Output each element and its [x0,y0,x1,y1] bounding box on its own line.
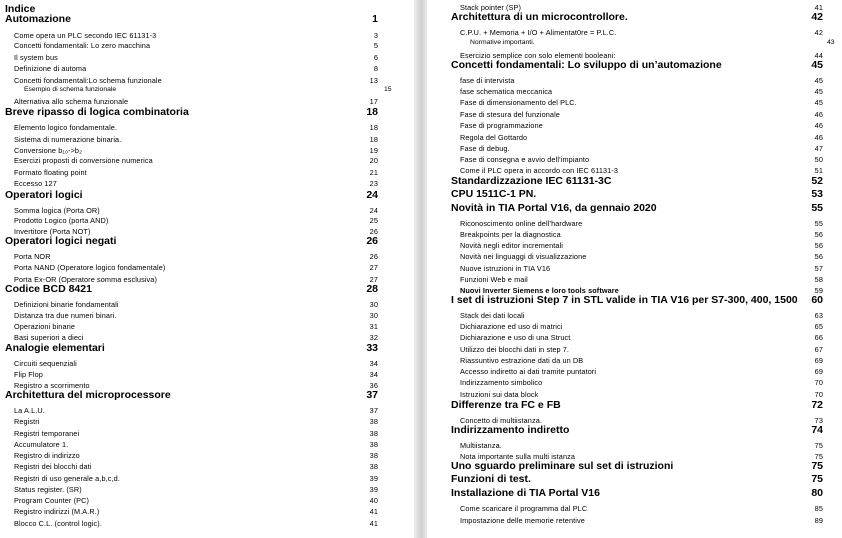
toc-heading[interactable] [0,186,414,200]
toc-page-number: 20 [369,155,378,165]
toc-page-number: 72 [811,398,823,411]
toc-entry-title: Multiistanza. [460,440,502,450]
toc-entry-title: I set di istruzioni Step 7 in STL valide in TIA V16 per S7-300, 400, 1500 [451,293,798,306]
toc-page-number: 46 [814,109,823,119]
toc-page-number: 56 [814,240,823,250]
toc-entry-title: Impostazione delle memorie retentive [460,515,585,525]
toc-page-number: 55 [814,218,823,228]
toc-page-number: 37 [369,405,378,415]
toc-entry-title: Fase di debug. [460,143,510,153]
toc-heading[interactable] [0,386,414,400]
toc-entry-title: Registri di uso generale a,b,c,d. [14,473,120,483]
toc-entry-title: Operatori logici negati [5,234,117,247]
toc-heading[interactable] [0,103,414,117]
toc-page-number: 34 [369,358,378,368]
toc-page-number: 56 [814,229,823,239]
toc-page-number: 18 [369,122,378,132]
toc-page-number: 28 [366,282,378,295]
toc-heading[interactable] [427,8,842,22]
toc-page-number: 3 [373,30,378,40]
toc-entry-title: Registri dei blocchi dati [14,461,92,471]
toc-entry-title: Breve ripasso di logica combinatoria [5,105,189,118]
toc-entry-title: Alternativa allo schema funzionale [14,96,129,106]
toc-entry-title: Concetti fondamentali: Lo sviluppo di un’automazione [451,58,722,71]
toc-entry-title: fase di intervista [460,75,515,85]
toc-heading[interactable] [427,484,842,498]
toc-page-number: 47 [814,143,823,153]
toc-entry-title: Registro di indirizzo [14,450,80,460]
toc-heading[interactable] [427,396,842,410]
toc-entry-title: Esercizio semplice con solo elementi booleani: [460,50,616,60]
toc-entry-title: Registro a scorrimento [14,380,90,390]
toc-entry-title: Porta Ex-OR (Operatore somma esclusiva) [14,274,157,284]
toc-page-number: 44 [814,50,823,60]
toc-entry-title: Nota importante sulla multi istanza [460,451,576,461]
toc-page-number: 24 [369,205,378,215]
toc-page-number: 65 [814,321,823,331]
toc-page-number: 59 [814,285,823,295]
toc-entry-title: Concetto di multiistanza. [460,415,542,425]
toc-heading[interactable] [0,339,414,353]
toc-page-number: 38 [369,416,378,426]
toc-page-number: 15 [384,86,392,94]
toc-entry-title: Utilizzo dei blocchi dati in step 7. [460,344,570,354]
toc-entry-title: Esempio di schema funzionale [24,86,117,94]
toc-entry-title: C.P.U. + Memoria + I/O + Alimentat0re = P.L.C. [460,27,617,37]
toc-entry-title: Accesso indiretto ai dati tramite puntatori [460,366,597,376]
toc-entry-title: Differenze tra FC e FB [451,398,561,411]
toc-page-number: 63 [814,310,823,320]
toc-page-number: 41 [369,506,378,516]
toc-entry-title: Fase di consegna e avvio dell’impianto [460,154,590,164]
toc-page-number: 69 [814,355,823,365]
toc-heading[interactable] [0,10,414,24]
toc-page-number: 6 [373,52,378,62]
toc-page-number: 42 [811,10,823,23]
toc-page-number: 34 [369,369,378,379]
toc-entry-title: Distanza tra due numeri binari. [14,310,117,320]
toc-entry-title: Flip Flop [14,369,43,379]
page-gutter [414,0,427,538]
toc-page-number: 18 [369,134,378,144]
toc-entry-title: Sistema di numerazione binaria. [14,134,122,144]
toc-entry-title: Program Counter (PC) [14,495,89,505]
toc-page-number: 39 [369,473,378,483]
toc-entry-title: Architettura del microprocessore [5,388,171,401]
toc-entry-title: Prodotto Logico (porta AND) [14,215,109,225]
toc-entry-title: Funzioni di test. [451,472,531,485]
toc-page-number: 25 [369,215,378,225]
toc-page-number: 73 [814,415,823,425]
toc-heading[interactable] [427,421,842,435]
toc-page-number: 46 [814,132,823,142]
toc-entry-title: Installazione di TIA Portal V16 [451,486,600,499]
toc-entry-title: Porta NAND (Operatore logico fondamentale) [14,262,166,272]
toc-page-number: 45 [814,97,823,107]
toc-page-number: 75 [811,459,823,472]
toc-entry-title: Indirizzamento indiretto [451,423,570,436]
toc-page-number: 27 [369,262,378,272]
toc-title-text: Indice [5,2,36,15]
toc-page-right [427,0,842,538]
toc-entry-title: Circuiti sequenziali [14,358,77,368]
toc-entry-title: Registro indirizzi (M.A.R.) [14,506,100,516]
toc-entry-title: Eccesso 127 [14,178,57,188]
toc-entry-title: Fase di dimensionamento del PLC. [460,97,577,107]
toc-entry-title: La A.L.U. [14,405,45,415]
toc-entry-title: Normative importanti. [470,39,535,47]
toc-entry-title: Nuove istruzioni in TIA V16 [460,263,551,273]
toc-page-number: 52 [811,174,823,187]
toc-page-number: 37 [366,388,378,401]
toc-entry-title: Dichiarazione e uso di una Struct [460,332,571,342]
toc-entry-title: Come scaricare il programma dal PLC [460,503,588,513]
toc-entry-title: Automazione [5,12,71,25]
toc-heading[interactable] [427,185,842,199]
toc-page-number: 70 [814,377,823,387]
toc-page-number: 31 [369,321,378,331]
toc-entry-title: Nuovi Inverter Siemens e loro tools software [460,285,619,295]
toc-page-number: 43 [827,39,835,47]
toc-heading[interactable] [427,457,842,471]
toc-page-number: 18 [366,105,378,118]
toc-page-number: 38 [369,428,378,438]
toc-page-number: 55 [811,201,823,214]
toc-page-number: 26 [369,251,378,261]
toc-page-number: 45 [814,75,823,85]
toc-entry-title: Operazioni binarie [14,321,76,331]
toc-page-number: 40 [369,495,378,505]
toc-entry-title: Riconoscimento online dell’hardware [460,218,583,228]
toc-entry-title: Invertitore (Porta NOT) [14,226,91,236]
toc-page-number: 39 [369,484,378,494]
toc-heading[interactable] [427,470,842,484]
toc-entry-title: Fase di stesura del funzionale [460,109,560,119]
toc-entry-title: Uno sguardo preliminare sul set di istruzioni [451,459,674,472]
toc-entry-title: Conversione b₁₀->b₂ [14,145,83,155]
toc-page-number: 1 [372,12,378,25]
toc-page-number: 56 [814,251,823,261]
toc-entry-title: fase schematica meccanica [460,86,553,96]
toc-page-number: 75 [811,472,823,485]
toc-heading[interactable] [0,280,414,294]
toc-entry-title: Dichiarazione ed uso di matrici [460,321,563,331]
toc-entry-title: Fase di programmazione [460,120,543,130]
toc-entry-title: Registri temporanei [14,428,80,438]
toc-heading[interactable] [427,172,842,186]
toc-entry-title: Operatori logici [5,188,83,201]
toc-entry-title: Indirizzamento simbolico [460,377,543,387]
toc-entry-title: Esercizi proposti di conversione numerica [14,155,153,165]
toc-page-number: 75 [814,451,823,461]
toc-entry-title: Accumulatore 1. [14,439,69,449]
toc-page-number: 32 [369,332,378,342]
toc-page-number: 38 [369,461,378,471]
toc-page-number: 70 [814,389,823,399]
toc-page-number: 24 [366,188,378,201]
toc-entry-title: Elemento logico fondamentale. [14,122,118,132]
toc-page-number: 50 [814,154,823,164]
toc-entry-title: Standardizzazione IEC 61131-3C [451,174,612,187]
toc-entry-title: Come opera un PLC secondo IEC 61131-3 [14,30,157,40]
toc-entry-title: Registri [14,416,40,426]
toc-page-number: 45 [814,86,823,96]
toc-entry-title: Blocco C.L. (control logic). [14,518,102,528]
toc-page-number: 66 [814,332,823,342]
toc-entry[interactable] [427,510,842,524]
toc-entry-title: Stack dei dati locali [460,310,525,320]
toc-page-number: 5 [373,40,378,50]
toc-entry-title: Concetti fondamentali:Lo schema funzionale [14,75,162,85]
toc-page-number: 42 [814,27,823,37]
toc-page-left [0,0,414,538]
toc-entry-title: Breakpoints per la diagnostica [460,229,561,239]
toc-page-number: 57 [814,263,823,273]
toc-page-number: 13 [369,75,378,85]
toc-page-number: 80 [811,486,823,499]
toc-page-number: 27 [369,274,378,284]
toc-page-number: 58 [814,274,823,284]
toc-entry-title: Stack pointer (SP) [460,2,522,12]
toc-heading[interactable] [0,232,414,246]
toc-page-number: 19 [369,145,378,155]
toc-page-number: 41 [814,2,823,12]
toc-entry-title: Formato floating point [14,167,87,177]
toc-heading[interactable] [427,291,842,305]
toc-entry-title: Status register. (SR) [14,484,82,494]
toc-page-number: 23 [369,178,378,188]
toc-entry-title: Definizione di automa [14,63,87,73]
toc-page-number: 45 [811,58,823,71]
toc-entry-title: Codice BCD 8421 [5,282,92,295]
toc-entry-title: Come il PLC opera in accordo con IEC 61131-3 [460,165,618,175]
toc-entry-title: Il system bus [14,52,58,62]
toc-page-number: 17 [369,96,378,106]
toc-heading[interactable] [427,56,842,70]
toc-page-number: 8 [373,63,378,73]
toc-page-number: 30 [369,299,378,309]
toc-entry[interactable] [0,173,414,187]
toc-page-number: 46 [814,120,823,130]
toc-page-number: 60 [811,293,823,306]
toc-entry-title: Novità nei linguaggi di visualizzazione [460,251,587,261]
toc-page-number: 36 [369,380,378,390]
toc-page-number: 89 [814,515,823,525]
toc-entry-title: Porta NOR [14,251,51,261]
toc-page-number: 38 [369,450,378,460]
toc-entry-title: Istruzioni sui data block [460,389,539,399]
toc-entry-title: Analogie elementari [5,341,105,354]
toc-page-number: 26 [369,226,378,236]
toc-page-number: 21 [369,167,378,177]
toc-page-number: 33 [366,341,378,354]
toc-entry-title: Basi superiori a dieci [14,332,84,342]
toc-entry-title: Architettura di un microcontrollore. [451,10,628,23]
toc-page-number: 53 [811,187,823,200]
toc-entry-title: Novità negli editor incrementali [460,240,563,250]
toc-page-number: 26 [366,234,378,247]
toc-entry[interactable] [0,513,414,527]
toc-entry-title: Novità in TIA Portal V16, da gennaio 2020 [451,201,657,214]
toc-page-number: 67 [814,344,823,354]
toc-heading[interactable] [427,199,842,213]
toc-entry-title: CPU 1511C-1 PN. [451,187,537,200]
toc-page-number: 51 [814,165,823,175]
toc-entry-title: Somma logica (Porta OR) [14,205,100,215]
toc-entry-title: Definizioni binarie fondamentali [14,299,119,309]
toc-page-number: 74 [811,423,823,436]
toc-page-number: 41 [369,518,378,528]
toc-entry-title: Regola del Gottardo [460,132,528,142]
toc-entry-title: Funzioni Web e mail [460,274,528,284]
toc-page-number: 75 [814,440,823,450]
toc-entry-title: Concetti fondamentali: Lo zero macchina [14,40,151,50]
toc-page-number: 85 [814,503,823,513]
toc-page-number: 69 [814,366,823,376]
toc-page-number: 38 [369,439,378,449]
toc-page-number: 30 [369,310,378,320]
toc-entry-title: Riassuntivo estrazione dati da un DB [460,355,584,365]
